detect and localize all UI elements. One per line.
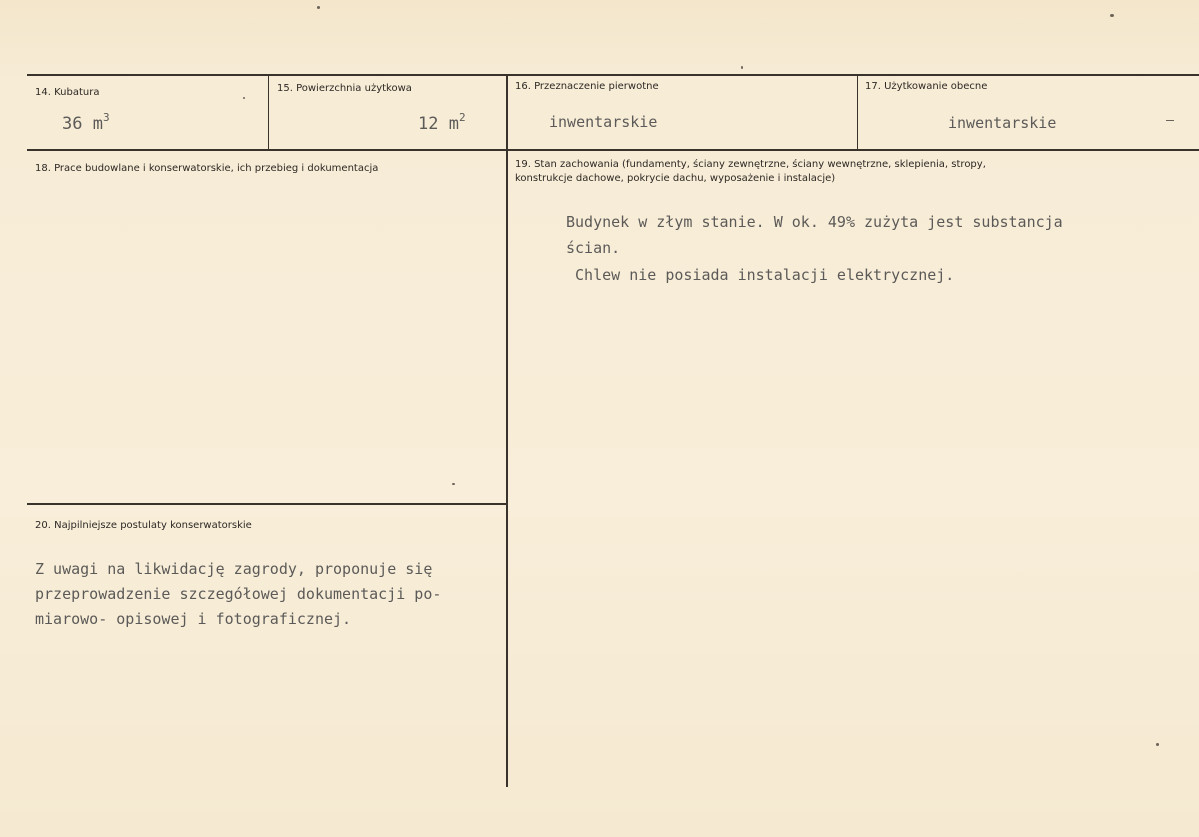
paper-speck <box>243 97 245 99</box>
field-17-label: 17. Użytkowanie obecne <box>865 81 988 92</box>
field-14-value-text: 36 m <box>62 114 103 134</box>
field-16-value: inwentarskie <box>549 113 658 131</box>
paper-speck <box>317 6 320 9</box>
table-top-border <box>27 74 1199 76</box>
field-14-label: 14. Kubatura <box>35 87 100 98</box>
column-divider-1 <box>268 75 269 150</box>
field-14-value-exponent: 3 <box>102 111 110 124</box>
field-18-label: 18. Prace budowlane i konserwatorskie, ich przebieg i dokumentacja <box>35 163 379 174</box>
field-15-label: 15. Powierzchnia użytkowa <box>277 83 412 94</box>
field-20-line-3: miarowo- opisowej i fotograficznej. <box>35 610 352 628</box>
field-19-line-3: Chlew nie posiada instalacji elektrycznej. <box>566 266 955 284</box>
paper-speck <box>452 483 455 485</box>
field-20-line-2: przeprowadzenie szczegółowej dokumentacji po- <box>35 585 442 603</box>
field-19-line-2: ścian. <box>566 239 621 257</box>
paper-speck <box>1156 743 1159 746</box>
field-15-value-text: 12 m <box>418 114 459 134</box>
paper-speck <box>1110 14 1114 17</box>
column-divider-3 <box>857 75 858 150</box>
field-15-value <box>418 111 466 134</box>
field-14-value <box>62 111 110 134</box>
paper-speck <box>1166 120 1174 121</box>
field-19-line-1: Budynek w złym stanie. W ok. 49% zużyta jest substancja <box>566 213 1063 231</box>
field-20-line-1: Z uwagi na likwidację zagrody, proponuje się <box>35 560 433 578</box>
field-16-label: 16. Przeznaczenie pierwotne <box>515 81 659 92</box>
field-18-20-divider <box>27 503 506 505</box>
field-20-label: 20. Najpilniejsze postulaty konserwatorskie <box>35 520 252 531</box>
row-divider-1 <box>27 149 1199 151</box>
field-19-label: 19. Stan zachowania (fundamenty, ściany zewnętrzne, ściany wewnętrzne, sklepienia, stropy, konstrukcje dachowe, pokrycie dachu, wyposażenie i instalacje) <box>515 159 986 184</box>
column-divider-2 <box>506 75 508 787</box>
field-17-value: inwentarskie <box>948 114 1057 132</box>
field-15-value-exponent: 2 <box>458 111 466 124</box>
paper-speck <box>741 66 743 69</box>
